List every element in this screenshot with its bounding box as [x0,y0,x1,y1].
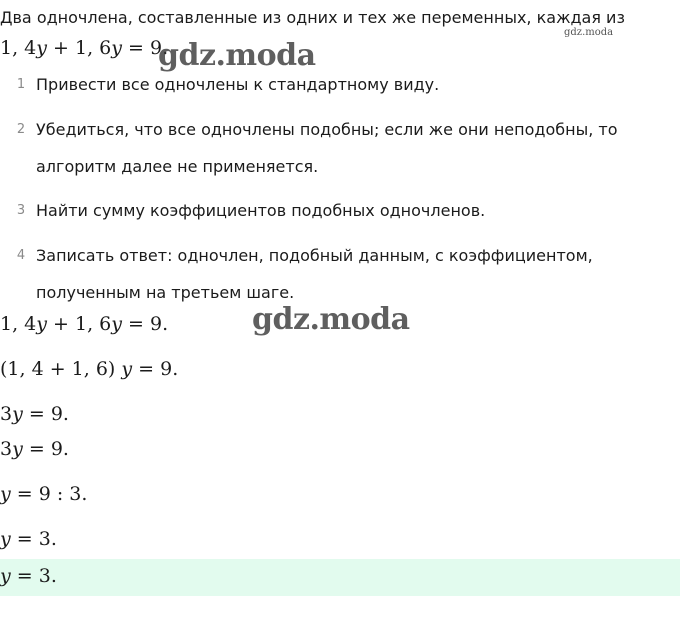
step-line: Привести все одночлены к стандартному виду. [36,75,440,94]
solution-line [0,483,87,505]
step-number: 2 [16,122,26,137]
eq-var: y [12,438,23,460]
eq-part: 1, 4 [0,37,37,59]
eq-part: 3 [0,438,13,460]
eq-var: y [0,528,11,550]
step-line: Найти сумму коэффициентов подобных одночленов. [36,201,486,220]
eq-part: + 1, 6 [47,37,112,59]
eq-var: y [111,313,122,335]
answer-box [0,559,680,596]
eq-var: y [121,358,133,380]
eq-part: 1, 4 [0,313,37,335]
eq-part: (1, 4 + 1, 6) [0,358,122,380]
step-text [36,237,636,311]
eq-var: y [0,565,11,587]
watermark-logo: gdz.moda [158,38,316,73]
step-number: 1 [16,77,26,92]
step-number: 4 [16,248,26,263]
eq-part: = 9. [22,438,69,460]
eq-part: = 3. [10,565,57,587]
intro-text: Два одночлена, составленные из одних и тех же переменных, каждая из [0,8,625,27]
step-line: Убедиться, что все одночлены подобны; если же они неподобны, то [36,120,618,139]
eq-part: 3 [0,403,13,425]
eq-part: = 9. [122,37,169,59]
solution-line [0,438,69,460]
eq-part: = 9 : 3. [10,483,88,505]
solution-line [0,313,168,335]
solution-line [0,358,178,380]
watermark-logo: gdz.moda [252,302,410,337]
watermark-small: gdz.moda [564,27,614,38]
step-text [36,111,636,185]
eq-part: = 9. [22,403,69,425]
step-number: 3 [16,203,26,218]
solution-line [0,528,57,550]
eq-part: + 1, 6 [47,313,112,335]
eq-var: y [111,37,122,59]
eq-part: = 3. [10,528,57,550]
step-line: полученным на третьем шаге. [36,283,295,302]
eq-var: y [36,37,47,59]
step-text [36,192,636,229]
step-text [36,66,636,103]
eq-part: = 9. [122,313,169,335]
eq-part: = 9. [132,358,179,380]
eq-var: y [0,483,11,505]
step-line: Записать ответ: одночлен, подобный данным, с коэффициентом, [36,246,593,265]
intro-equation [0,37,168,59]
eq-var: y [12,403,23,425]
solution-line [0,403,69,425]
eq-var: y [36,313,47,335]
step-line: алгоритм далее не применяется. [36,157,319,176]
answer-line [0,565,57,587]
